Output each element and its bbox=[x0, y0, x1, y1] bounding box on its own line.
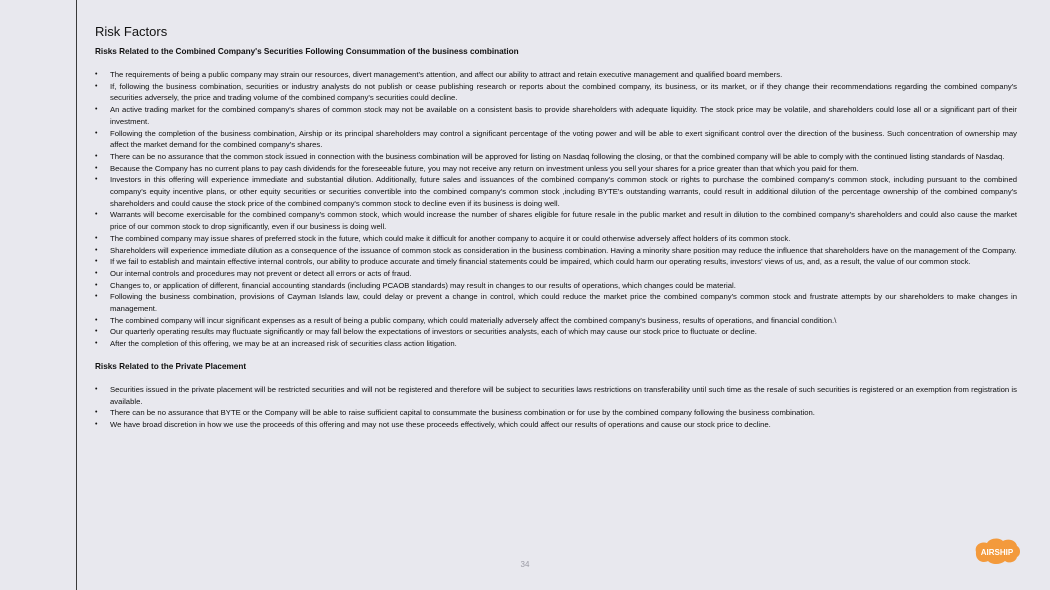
list-item: • The combined company may issue shares of preferred stock in the future, which could make it difficult for another company to acquire it or could otherwise adversely affect holders of its common stock. bbox=[95, 233, 1017, 245]
logo-text: AIRSHIP bbox=[980, 548, 1014, 557]
slide-content bbox=[95, 24, 1017, 431]
section-securities bbox=[95, 47, 1017, 350]
list-item: • Warrants will become exercisable for the combined company's common stock, which would increase the number of shares eligible for future resale in the public market and result in dilution to the combined company's shareholders and could also cause the market price of our common stock to drop significantly, even if our business is doing well. bbox=[95, 209, 1017, 232]
airship-logo-icon bbox=[972, 536, 1022, 566]
section-private-placement bbox=[95, 362, 1017, 431]
list-item: • We have broad discretion in how we use the proceeds of this offering and may not use these proceeds effectively, which could affect our results of operations and cause our stock price to decline. bbox=[95, 419, 1017, 431]
airship-logo bbox=[972, 536, 1022, 566]
list-item: • Because the Company has no current plans to pay cash dividends for the foreseeable future, you may not receive any return on investment unless you sell your shares for a price greater than that which you paid for them. bbox=[95, 163, 1017, 175]
list-item: • Following the business combination, provisions of Cayman Islands law, could delay or prevent a change in control, which could reduce the market price the combined company's common stock and frustrate attempts by our shareholders to make changes in management. bbox=[95, 291, 1017, 314]
list-item: • Following the completion of the business combination, Airship or its principal shareholders may control a significant percentage of the voting power and will be able to exert significant control over the direction of the business. Such concentration of ownership may affect the market demand for the combined company's shares. bbox=[95, 128, 1017, 151]
list-item: • Securities issued in the private placement will be restricted securities and will not be registered and therefore will be subject to securities laws restrictions on transferability until such time as the resale of such securities is registered or an exemption from registration is available. bbox=[95, 384, 1017, 407]
list-item: • There can be no assurance that the common stock issued in connection with the business combination will be approved for listing on Nasdaq following the closing, or that the combined company will be able to comply with the continued listing standards of Nasdaq. bbox=[95, 151, 1017, 163]
list-item: • If we fail to establish and maintain effective internal controls, our ability to produce accurate and timely financial statements could be impaired, which could harm our operating results, investors' views of us, and, as a result, the value of our common stock. bbox=[95, 256, 1017, 268]
list-item: • The combined company will incur significant expenses as a result of being a public company, which could materially adversely affect the combined company's business, results of operations, and financial condition.\ bbox=[95, 315, 1017, 327]
list-item: • The requirements of being a public company may strain our resources, divert management's attention, and affect our ability to attract and retain executive management and qualified board members. bbox=[95, 69, 1017, 81]
list-item: • Changes to, or application of different, financial accounting standards (including PCAOB standards) may result in changes to our results of operations, which changes could be material. bbox=[95, 280, 1017, 292]
left-divider-line bbox=[76, 0, 77, 590]
list-item: • Our internal controls and procedures may not prevent or detect all errors or acts of fraud. bbox=[95, 268, 1017, 280]
list-item: • If, following the business combination, securities or industry analysts do not publish or cease publishing research or reports about the combined company, its business, or its market, or if they change their recommendations regarding the combined company's securities adversely, the price and trading volume of the combined company's securities could decline. bbox=[95, 81, 1017, 104]
bullet-list bbox=[95, 69, 1017, 350]
section-heading: Risks Related to the Combined Company's Securities Following Consummation of the business combination bbox=[95, 47, 519, 56]
list-item: • After the completion of this offering, we may be at an increased risk of securities class action litigation. bbox=[95, 338, 1017, 350]
list-item: • An active trading market for the combined company's shares of common stock may not be available on a consistent basis to provide shareholders with adequate liquidity. The stock price may be volatile, and shareholders could lose all or a significant part of their investment. bbox=[95, 104, 1017, 127]
page-number: 34 bbox=[520, 560, 530, 569]
list-item: • Our quarterly operating results may fluctuate significantly or may fall below the expectations of investors or securities analysts, each of which may cause our stock price to fluctuate or decline. bbox=[95, 326, 1017, 338]
list-item: • Investors in this offering will experience immediate and substantial dilution. Additionally, future sales and issuances of the combined company's common stock or rights to purchase the combined company's common stock, including pursuant to the combined company's equity incentive plans, or other equity securities or securities convertible into the combined company's common stock ,including BYTE's outstanding warrants, could result in additional dilution of the percentage ownership of the combined company's shareholders and could cause the stock price of the combined company's common stock to decline even if its business is doing well. bbox=[95, 174, 1017, 209]
list-item: • There can be no assurance that BYTE or the Company will be able to raise sufficient capital to consummate the business combination or for use by the combined company following the business combination. bbox=[95, 407, 1017, 419]
bullet-list bbox=[95, 384, 1017, 431]
list-item: • Shareholders will experience immediate dilution as a consequence of the issuance of common stock as consideration in the business combination. Having a minority share position may reduce the influence that shareholders have on the management of the Company. bbox=[95, 245, 1017, 257]
page-title: Risk Factors bbox=[95, 24, 168, 39]
section-heading: Risks Related to the Private Placement bbox=[95, 361, 247, 371]
